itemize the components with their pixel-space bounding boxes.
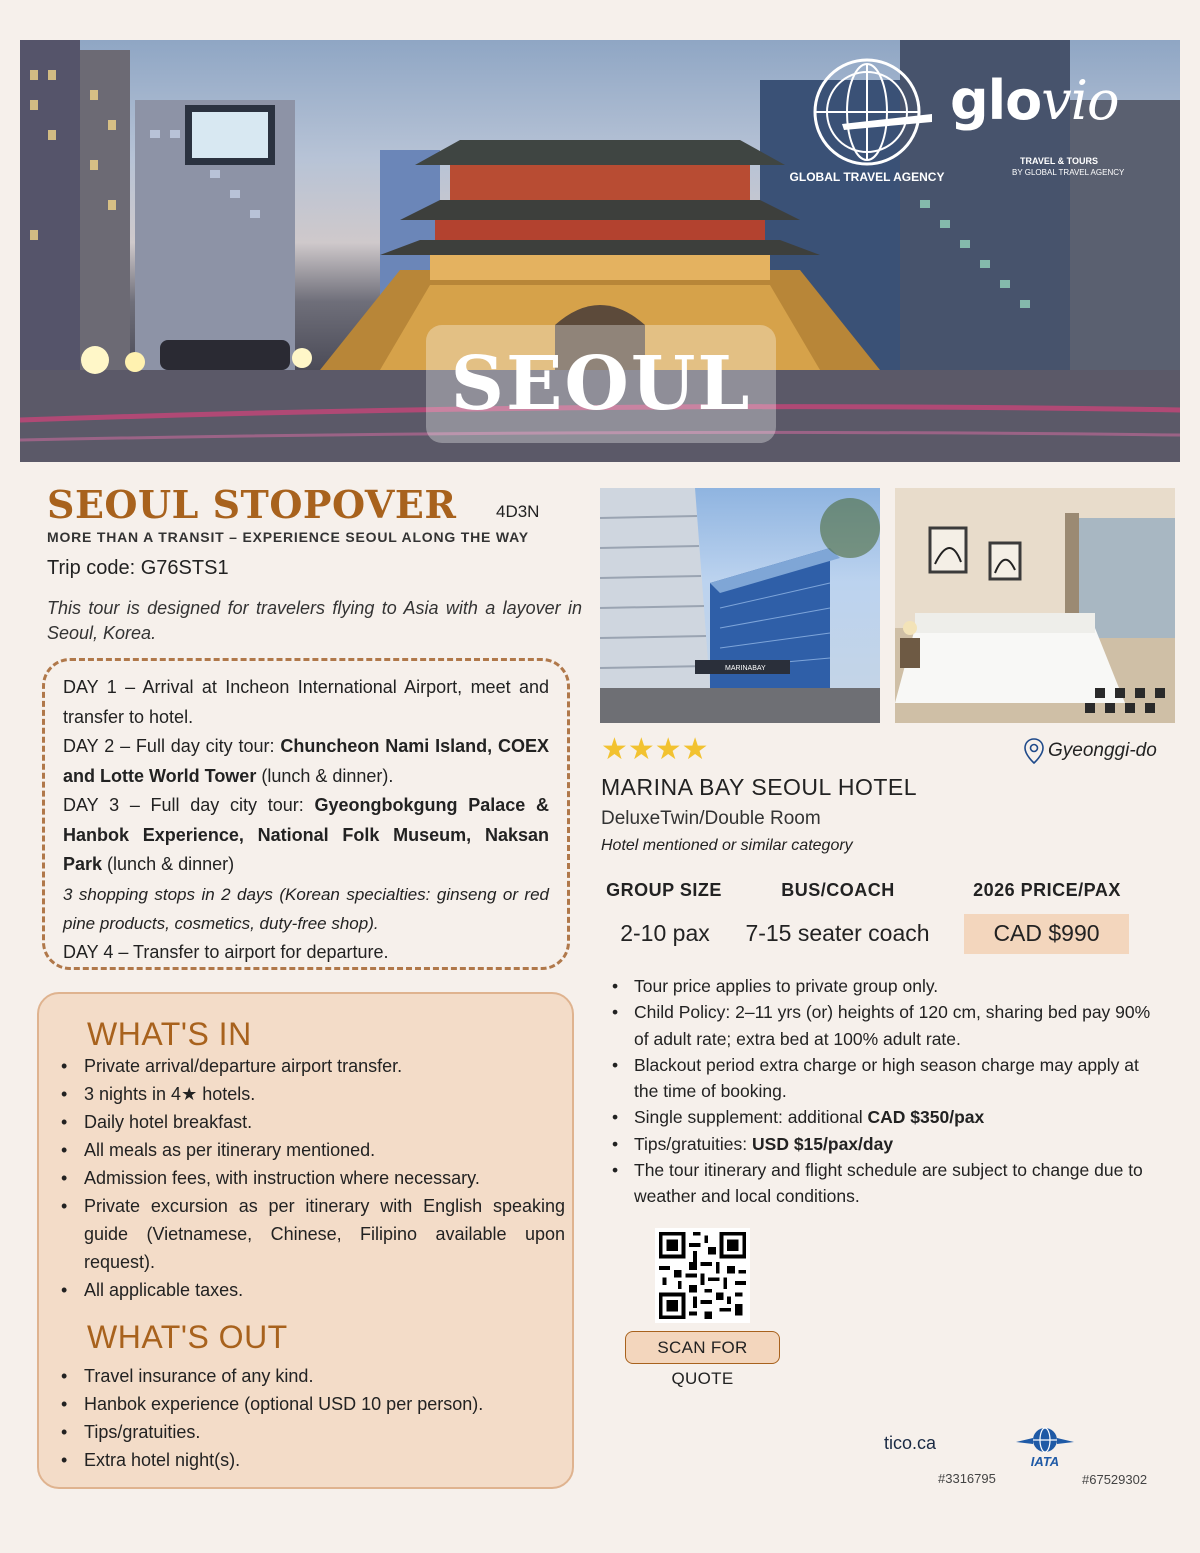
tour-intro: This tour is designed for travelers flying to Asia with a layover in Seoul, Korea.	[47, 598, 582, 643]
list-item: • Blackout period extra charge or high season charge may apply at the time of booking.	[612, 1052, 1168, 1105]
list-item: • All applicable taxes.	[59, 1276, 565, 1304]
map-pin-icon	[1024, 738, 1044, 764]
whats-in-list	[59, 1052, 565, 1304]
terms-list	[612, 973, 1168, 1210]
tour-duration: 4D3N	[496, 502, 540, 521]
group-size-value: 2-10 pax	[620, 920, 710, 946]
itinerary-box	[42, 658, 570, 970]
hero-banner	[20, 40, 1180, 462]
tour-title: SEOUL STOPOVER	[47, 482, 457, 527]
day-2-meals: (lunch & dinner).	[256, 765, 394, 786]
trip-code: Trip code: G76STS1	[47, 557, 229, 579]
single-supplement-label: Single supplement: additional	[634, 1107, 868, 1128]
list-item: • The tour itinerary and flight schedule are subject to change due to weather and local conditions.	[612, 1157, 1168, 1210]
iata-logo-text: IATA	[1030, 1454, 1060, 1468]
room-type: DeluxeTwin/Double Room	[601, 808, 821, 829]
hero-title-box	[426, 325, 776, 443]
list-item: • Child Policy: 2–11 yrs (or) heights of 120 cm, sharing bed pay 90% of adult rate; extra bed at 100% adult rate.	[612, 999, 1168, 1052]
price-value: CAD $990	[993, 920, 1100, 946]
bus-coach-label: BUS/COACH	[781, 880, 895, 900]
list-item: • Extra hotel night(s).	[59, 1446, 565, 1474]
tico-number: #3316795	[938, 1471, 996, 1486]
list-item: • All meals as per itinerary mentioned.	[59, 1136, 565, 1164]
list-item: • Tour price applies to private group only.	[612, 973, 1168, 999]
glovio-wordmark	[950, 69, 1150, 132]
glovio-wordmark-a: glo	[950, 69, 1042, 132]
day-2-intro: DAY 2 – Full day city tour:	[63, 736, 281, 756]
day-3-meals: (lunch & dinner)	[102, 854, 235, 874]
globe-icon	[782, 52, 952, 172]
hotel-location-label: Gyeonggi-do	[1048, 740, 1157, 761]
list-item: • 3 nights in 4★ hotels.	[59, 1080, 565, 1108]
list-item: • Admission fees, with instruction where necessary.	[59, 1164, 565, 1192]
tips-value: USD $15/pax/day	[752, 1133, 894, 1154]
day-3-highlights: Gyeongbokgung Palace & Hanbok Experience, National Folk Museum, Naksan Park	[63, 795, 550, 874]
hero-title: SEOUL	[450, 341, 752, 427]
whats-out-heading: WHAT'S OUT	[87, 1319, 288, 1355]
list-item	[612, 1131, 1168, 1157]
shopping-note: 3 shopping stops in 2 days (Korean specialties: ginseng or red pine products, cosmetics, duty-free shop).	[63, 884, 549, 933]
global-travel-agency-logo	[782, 52, 952, 192]
list-item	[612, 1104, 1168, 1130]
iata-number: #67529302	[1082, 1472, 1148, 1487]
tour-subtitle: MORE THAN A TRANSIT – EXPERIENCE SEOUL ALONG THE WAY	[47, 529, 529, 545]
list-item: • Private arrival/departure airport transfer.	[59, 1052, 565, 1080]
itinerary-day-1: DAY 1 – Arrival at Incheon International Airport, meet and transfer to hotel.	[63, 677, 549, 727]
qr-code[interactable]	[655, 1228, 750, 1323]
itinerary-day-2	[63, 732, 549, 791]
day-2-highlights: Chuncheon Nami Island, COEX and Lotte World Tower	[63, 736, 550, 786]
hotel-sign: MARINABAY	[725, 665, 766, 672]
list-item: • Private excursion as per itinerary with English speaking guide (Vietnamese, Chinese, Filipino available upon request).	[59, 1192, 565, 1276]
price-label: 2026 PRICE/PAX	[973, 880, 1121, 900]
list-item: • Travel insurance of any kind.	[59, 1362, 565, 1390]
glovio-wordmark-b: vio	[1041, 69, 1119, 132]
hotel-name: MARINA BAY SEOUL HOTEL	[601, 774, 918, 800]
hotel-location	[1024, 738, 1157, 764]
list-item: • Hanbok experience (optional USD 10 per person).	[59, 1390, 565, 1418]
glovio-logo	[950, 69, 1150, 194]
glovio-tagline: TRAVEL & TOURS	[1020, 156, 1099, 166]
whats-in-heading: WHAT'S IN	[87, 1016, 252, 1052]
day-3-intro: DAY 3 – Full day city tour:	[63, 795, 315, 815]
single-supplement-value: CAD $350/pax	[867, 1107, 985, 1128]
whats-out-list	[59, 1362, 565, 1474]
inclusions-panel	[37, 992, 574, 1489]
hotel-room-photo	[895, 488, 1175, 723]
hotel-star-rating: ★★★★	[601, 733, 709, 766]
hotel-note: Hotel mentioned or similar category	[601, 837, 853, 854]
group-size-label: GROUP SIZE	[606, 880, 722, 900]
hotel-exterior-photo	[600, 488, 880, 723]
tips-label: Tips/gratuities:	[634, 1133, 753, 1154]
itinerary-day-4: DAY 4 – Transfer to airport for departure.	[63, 941, 389, 962]
tico-logo-text: tico.ca	[884, 1433, 937, 1453]
glovio-byline: BY GLOBAL TRAVEL AGENCY	[1012, 168, 1125, 177]
scan-for-quote-button[interactable]: SCAN FOR QUOTE	[625, 1331, 780, 1364]
itinerary-day-3	[63, 791, 549, 880]
agency-name: GLOBAL TRAVEL AGENCY	[789, 170, 945, 184]
iata-logo	[1014, 1424, 1076, 1468]
list-item: • Tips/gratuities.	[59, 1418, 565, 1446]
list-item: • Daily hotel breakfast.	[59, 1108, 565, 1136]
tico-logo	[884, 1433, 936, 1454]
bus-coach-value: 7-15 seater coach	[745, 920, 930, 946]
